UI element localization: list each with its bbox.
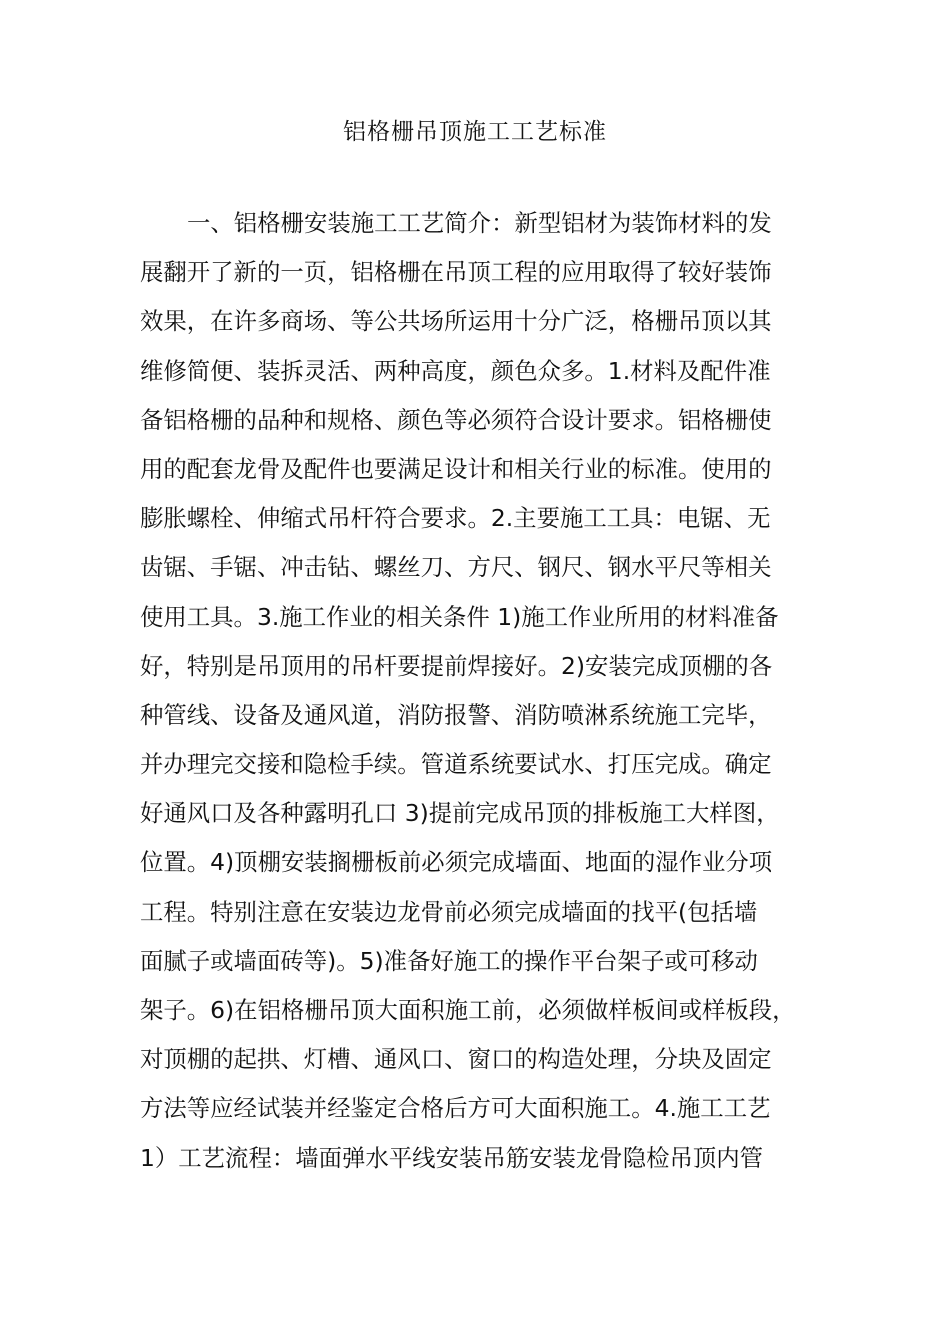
- paragraph-line-16: 面腻子或墙面砖等)。5)准备好施工的操作平台架子或可移动: [140, 946, 758, 975]
- paragraph-line-19: 方法等应经试装并经鉴定合格后方可大面积施工。4.施工工艺: [140, 1094, 771, 1123]
- paragraph-line-18: 对顶棚的起拱、灯槽、通风口、窗口的构造处理，分块及固定: [140, 1045, 772, 1074]
- paragraph-line-8: 齿锯、手锯、冲击钻、螺丝刀、方尺、钢尺、钢水平尺等相关: [140, 553, 772, 582]
- paragraph-line-15: 工程。特别注意在安装边龙骨前必须完成墙面的找平(包括墙: [140, 897, 758, 926]
- paragraph-line-2: 展翻开了新的一页，铝格栅在吊顶工程的应用取得了较好装饰: [140, 258, 772, 287]
- paragraph-line-13: 好通风口及各种露明孔口 3)提前完成吊顶的排板施工大样图，: [140, 799, 780, 828]
- document-body: [140, 203, 810, 1187]
- paragraph-line-9: 使用工具。3.施工作业的相关条件 1)施工作业所用的材料准备: [140, 602, 779, 631]
- paragraph-line-7: 膨胀螺栓、伸缩式吊杆符合要求。2.主要施工工具：电锯、无: [140, 504, 771, 533]
- paragraph-line-10: 好，特别是吊顶用的吊杆要提前焊接好。2)安装完成顶棚的各: [140, 651, 773, 680]
- paragraph-line-1: 一、铝格栅安装施工工艺简介：新型铝材为装饰材料的发: [187, 209, 772, 237]
- paragraph-line-14: 位置。4)顶棚安装搁栅板前必须完成墙面、地面的湿作业分项: [140, 848, 773, 877]
- paragraph-line-17: 架子。6)在铝格栅吊顶大面积施工前，必须做样板间或样板段，: [140, 996, 796, 1024]
- paragraph-line-6: 用的配套龙骨及配件也要满足设计和相关行业的标准。使用的: [140, 454, 772, 483]
- paragraph-line-4: 维修简便、装拆灵活、两种高度，颜色众多。1.材料及配件准: [140, 356, 771, 385]
- paragraph-line-12: 并办理完交接和隐检手续。管道系统要试水、打压完成。确定: [140, 750, 772, 779]
- paragraph-line-20: 1）工艺流程：墙面弹水平线安装吊筋安装龙骨隐检吊顶内管: [140, 1143, 764, 1172]
- paragraph-line-11: 种管线、设备及通风道，消防报警、消防喷淋系统施工完毕，: [140, 700, 772, 729]
- document-title: 铝格栅吊顶施工工艺标准: [343, 119, 607, 145]
- paragraph-line-5: 备铝格栅的品种和规格、颜色等必须符合设计要求。铝格栅使: [140, 405, 772, 434]
- paragraph-line-3: 效果，在许多商场、等公共场所运用十分广泛，格栅吊顶以其: [140, 307, 772, 336]
